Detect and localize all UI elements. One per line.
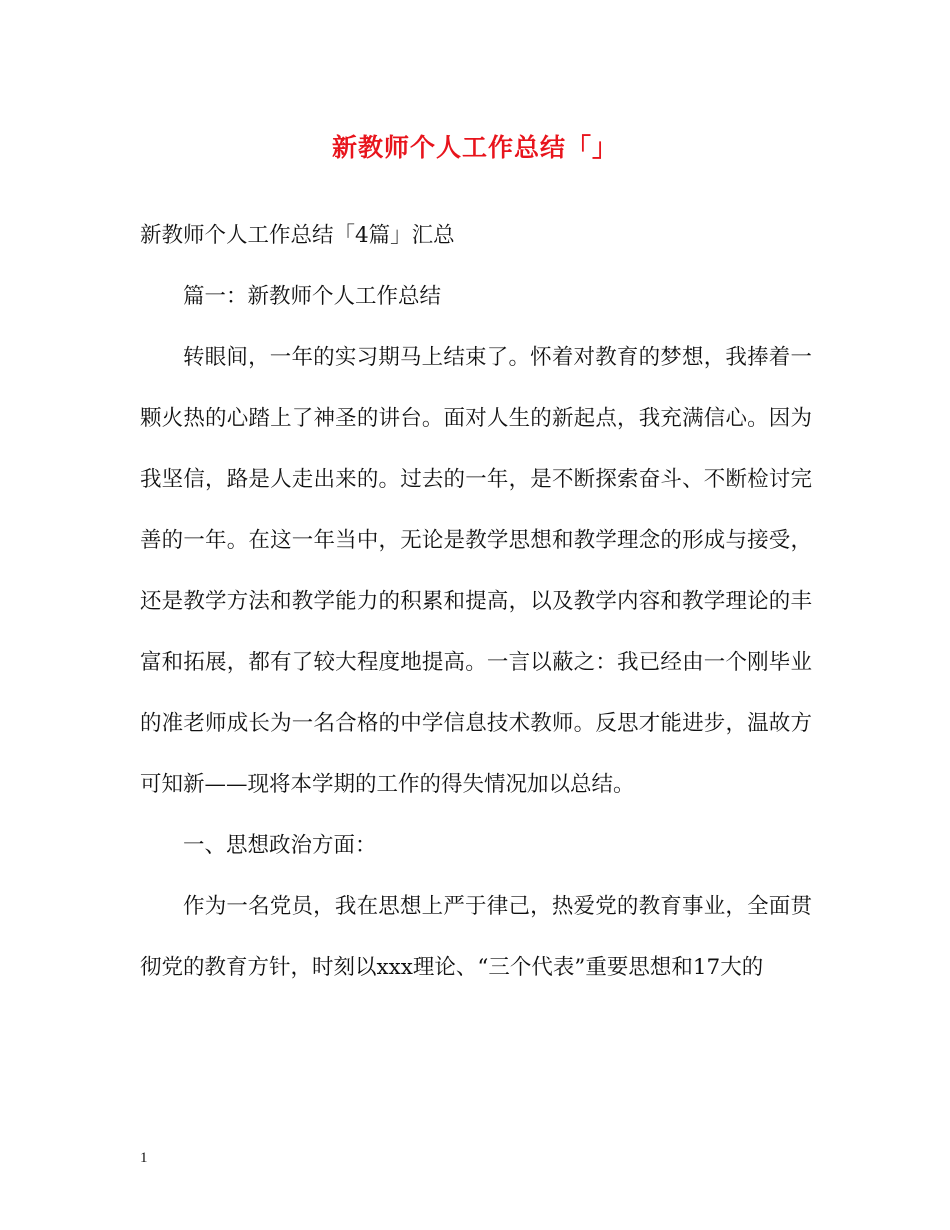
paragraph-line: 还是教学方法和教学能力的积累和提高，以及教学内容和教学理论的丰 (140, 589, 812, 614)
paragraph-line: 彻党的教育方针，时刻以xxx理论、“三个代表”重要思想和17大的 (140, 955, 764, 980)
section-heading: 篇一：新教师个人工作总结 (183, 284, 442, 309)
paragraph-line: 可知新——现将本学期的工作的得失情况加以总结。 (140, 772, 635, 797)
paragraph-line: 的准老师成长为一名合格的中学信息技术教师。反思才能进步，温故方 (140, 711, 812, 736)
document-title: 新教师个人工作总结「」 (331, 133, 618, 162)
paragraph-line: 作为一名党员，我在思想上严于律己，热爱党的教育事业，全面贯 (183, 894, 812, 919)
paragraph-line: 我坚信，路是人走出来的。过去的一年，是不断探索奋斗、不断检讨完 (140, 467, 812, 492)
document-subtitle: 新教师个人工作总结「4篇」汇总 (140, 223, 455, 248)
paragraph-line: 颗火热的心踏上了神圣的讲台。面对人生的新起点，我充满信心。因为 (140, 406, 812, 431)
paragraph-line: 转眼间，一年的实习期马上结束了。怀着对教育的梦想，我捧着一 (183, 345, 812, 370)
page-number: 1 (140, 1150, 148, 1166)
paragraph-line: 善的一年。在这一年当中，无论是教学思想和教学理念的形成与接受， (140, 528, 812, 553)
paragraph-line: 富和拓展，都有了较大程度地提高。一言以蔽之：我已经由一个刚毕业 (140, 650, 812, 675)
section-heading-politics: 一、思想政治方面： (183, 833, 377, 858)
